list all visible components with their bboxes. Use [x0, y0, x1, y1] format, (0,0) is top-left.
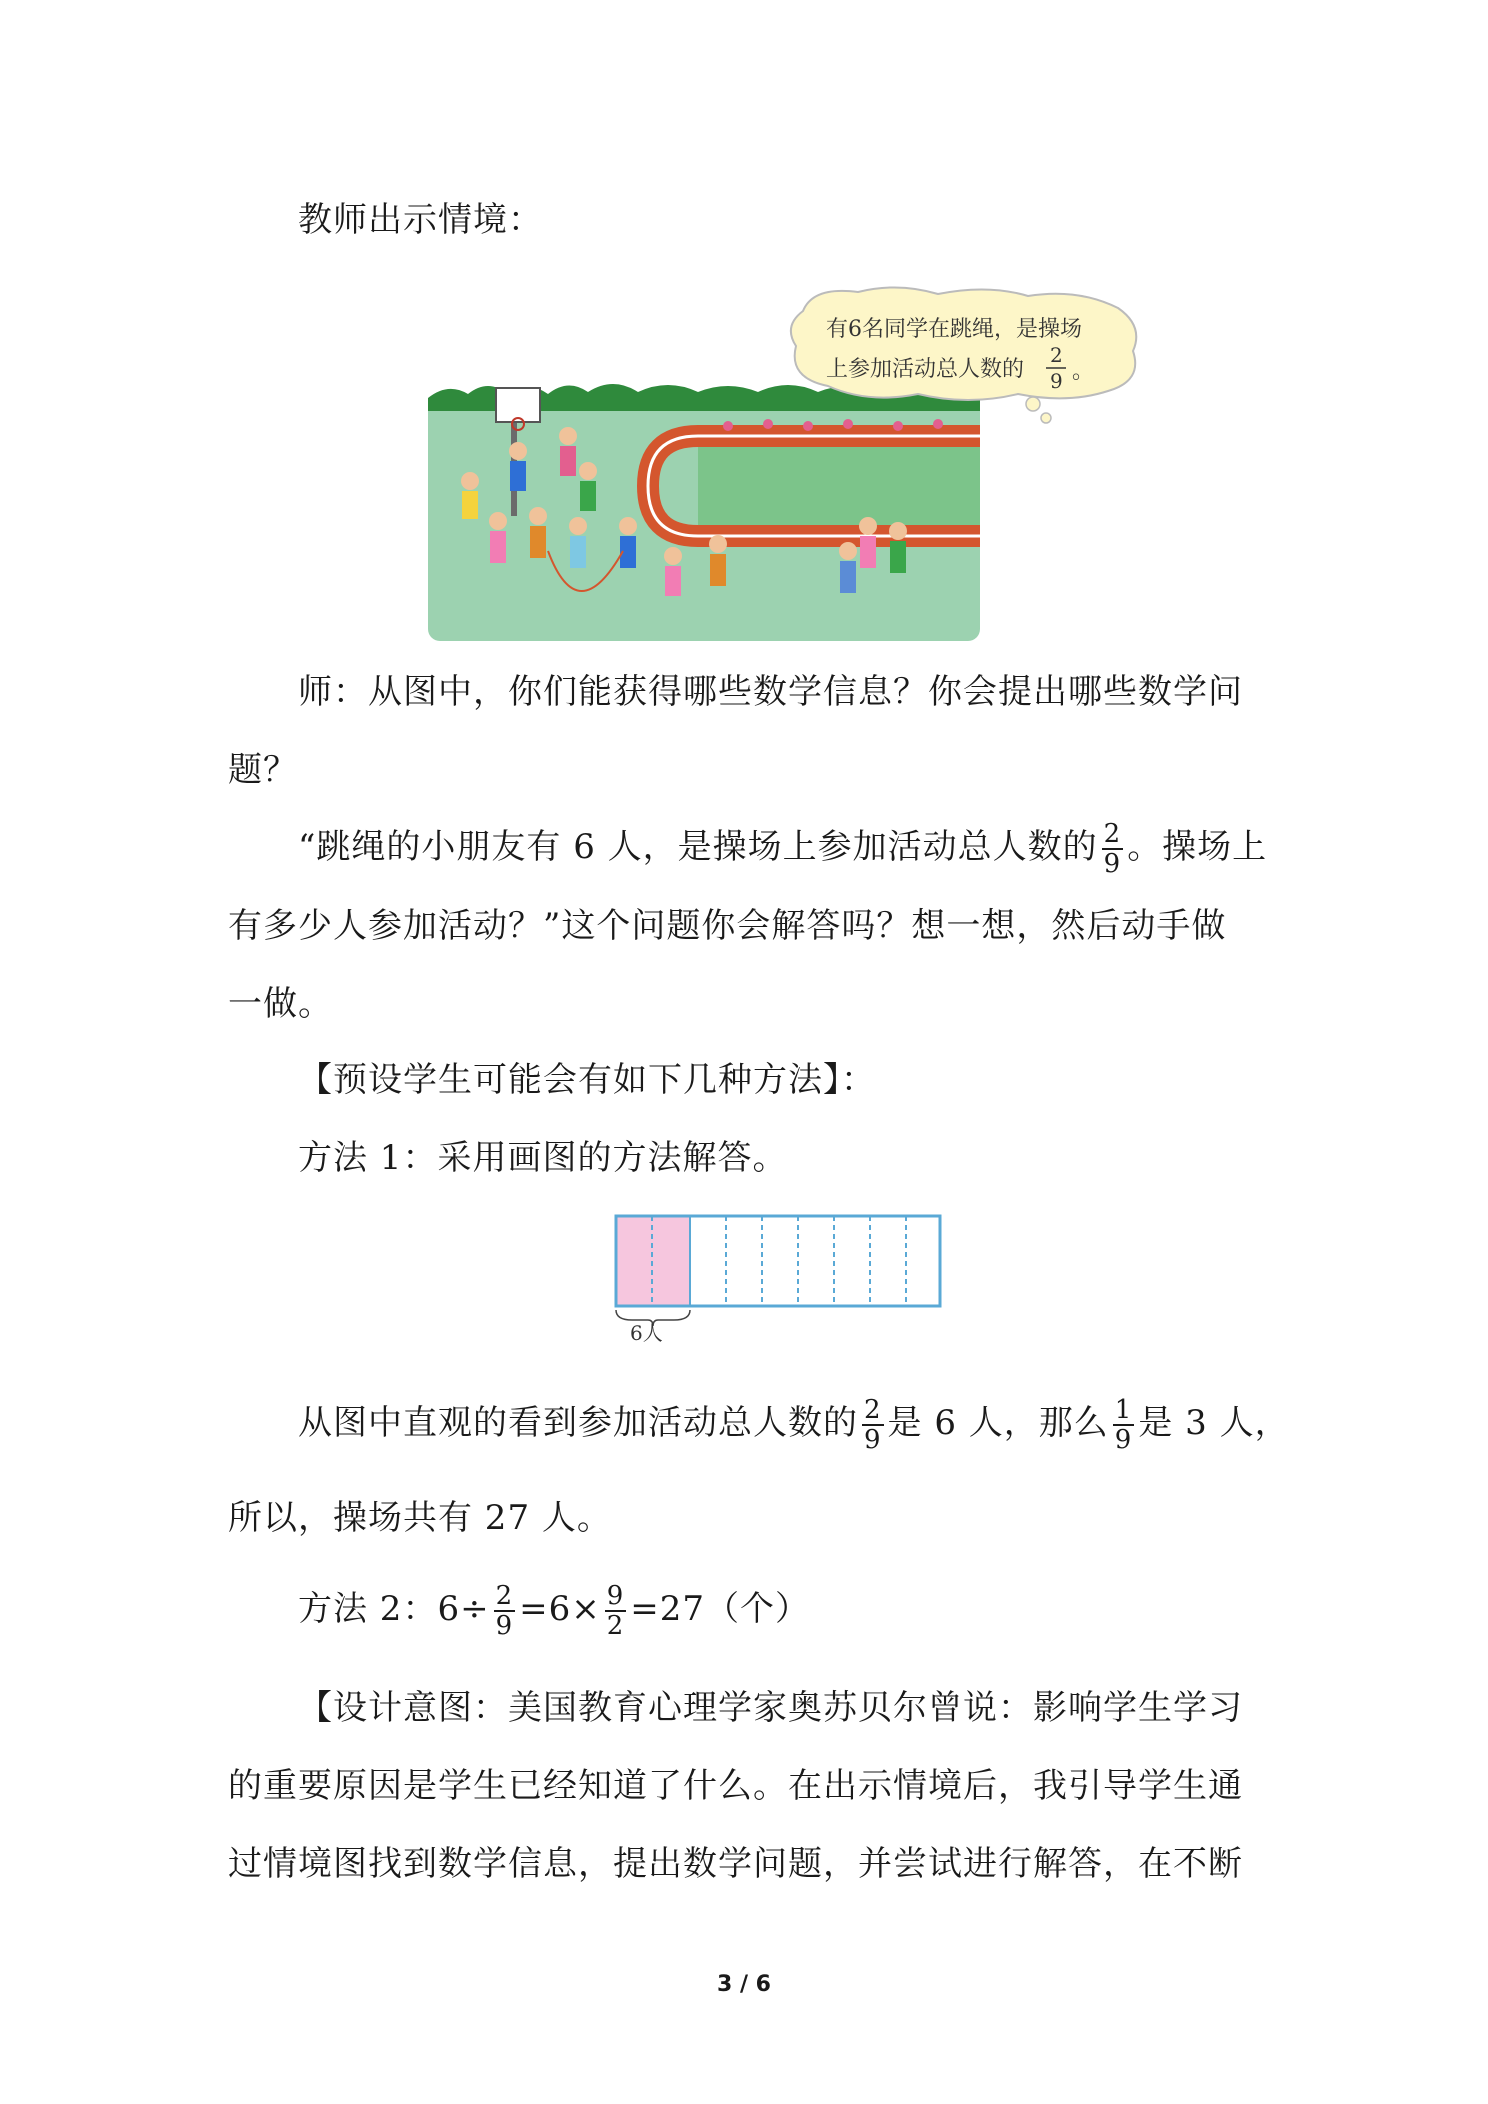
design-line-3: 过情境图找到数学信息，提出数学问题，并尝试进行解答，在不断 — [228, 1844, 1243, 1884]
fraction-2-9-b: $\frac{2}{9}$ — [864, 1395, 882, 1455]
playground-illustration — [428, 286, 1144, 646]
question-line-4: 有多少人参加活动？”这个问题你会解答吗？想一想，然后动手做 — [228, 906, 1227, 946]
backboard — [496, 388, 540, 422]
bubble-frac-num: 2 — [1050, 343, 1063, 367]
method-1: 方法 1：采用画图的方法解答。 — [298, 1138, 788, 1178]
question-line-2: 题？ — [228, 750, 298, 790]
design-line-1: 【设计意图：美国教育心理学家奥苏贝尔曾说：影响学生学习 — [298, 1688, 1243, 1728]
preset-heading: 【预设学生可能会有如下几种方法】： — [298, 1060, 876, 1100]
observation-line-2: 所以，操场共有 27 人。 — [228, 1498, 612, 1538]
bubble-text-2: 上参加活动总人数的 — [826, 357, 1025, 382]
observation-line-1: 从图中直观的看到参加活动总人数的 $\frac{2}{9}$ 是 6 人，那么 $\frac{1}{9}$ 是 3 人， — [298, 1395, 1290, 1455]
bubble-frac-den: 9 — [1050, 369, 1063, 393]
bubble-text-1: 有6名同学在跳绳，是操场 — [826, 317, 1082, 342]
fraction-1-9: $\frac{1}{9}$ — [1114, 1395, 1133, 1455]
track-infield — [698, 447, 980, 525]
intro-line: 教师出示情境： — [298, 200, 543, 240]
design-line-2: 的重要原因是学生已经知道了什么。在出示情境后，我引导学生通 — [228, 1766, 1243, 1806]
question-line-3: “跳绳的小朋友有 6 人，是操场上参加活动总人数的 $\frac{2}{9}$ 。操场上 — [298, 819, 1268, 879]
fraction-2-9: $\frac{2}{9}$ — [1103, 819, 1122, 879]
diagram-label: 6人 — [630, 1321, 663, 1342]
method-2: 方法 2：6÷ $\frac{2}{9}$ =6× $\frac{9}{2}$ =27（个） — [298, 1581, 811, 1641]
bubble-dot-2 — [1041, 413, 1051, 423]
bubble-dot-1 — [1026, 397, 1040, 411]
question-line-1: 师：从图中，你们能获得哪些数学信息？你会提出哪些数学问 — [298, 672, 1243, 712]
fraction-9-2: $\frac{9}{2}$ — [606, 1581, 625, 1641]
question-line-5: 一做。 — [228, 984, 333, 1024]
segment-dividers — [652, 1216, 906, 1306]
fraction-2-9-c: $\frac{2}{9}$ — [495, 1581, 514, 1641]
page-number: 3 / 6 — [717, 1972, 771, 1997]
segment-diagram — [612, 1212, 944, 1342]
bubble-text-end: 。 — [1072, 359, 1095, 384]
